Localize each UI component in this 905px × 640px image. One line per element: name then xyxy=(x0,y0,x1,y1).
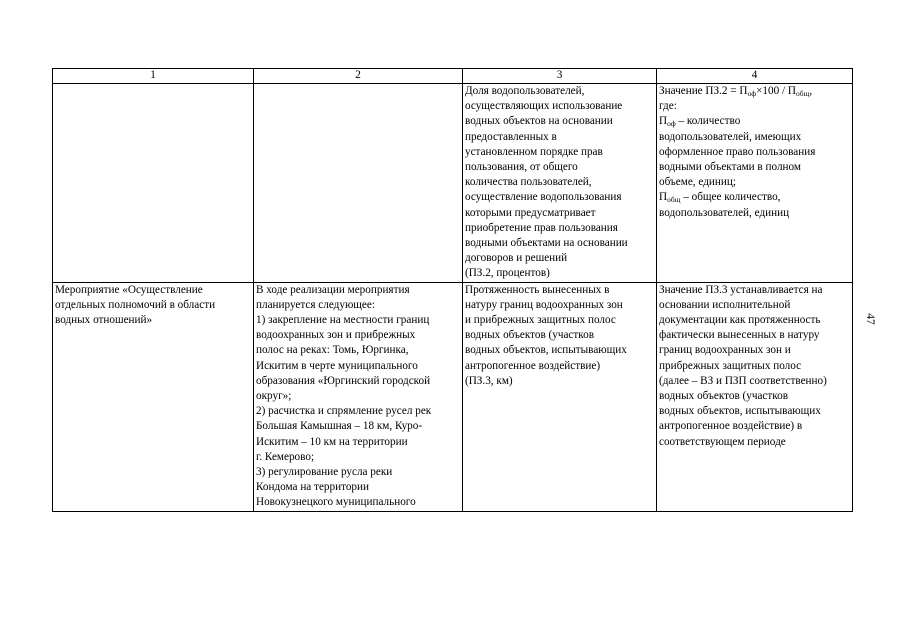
text-line: количества пользователей, xyxy=(465,176,592,189)
program-table xyxy=(52,68,853,512)
text-line: образования «Юргинский городской xyxy=(256,374,431,387)
table-row xyxy=(53,282,853,511)
text-line: границ водоохранных зон и xyxy=(659,344,791,357)
text-line: водных объектов, испытывающих xyxy=(659,405,821,418)
text-line: Доля водопользователей, xyxy=(465,85,585,97)
text-line: предоставленных в xyxy=(465,130,557,143)
text-line: объеме, единиц; xyxy=(659,176,736,189)
text-line: прибрежных защитных полос xyxy=(659,359,802,372)
text-line: планируется следующее: xyxy=(256,298,375,311)
formula-pz2: Значение $ПЗ.2 = П_{оф}\times 100 / П_{общ}$, xyxy=(659,85,813,98)
text-line: Новокузнецкого муниципального xyxy=(256,496,416,509)
text-line: Мероприятие «Осуществление xyxy=(55,283,203,296)
text-line: Кондома на территории xyxy=(256,481,370,494)
text-line: оформленное право пользования xyxy=(659,145,816,158)
text-line: основании исполнительной xyxy=(659,298,791,311)
row2-col2-cell xyxy=(254,282,463,511)
text-line: водных объектов (участков xyxy=(659,390,789,403)
text-line: 1) закрепление на местности границ xyxy=(256,314,430,327)
text-line: (ПЗ.2, процентов) xyxy=(465,267,550,280)
text-line: водных объектов, испытывающих xyxy=(465,344,627,357)
column-header-3: 3 xyxy=(463,69,657,84)
text-line: Искитим в черте муниципального xyxy=(256,359,418,372)
pof-definition: $П_{оф}$ – количество xyxy=(659,115,741,129)
text-line: соответствующем периоде xyxy=(659,435,786,448)
row2-col3-cell xyxy=(463,282,657,511)
pof-definition-rest xyxy=(659,130,850,191)
row1-col1-cell xyxy=(53,84,254,283)
text-line: водопользователей, единиц xyxy=(659,206,790,219)
text-line: В ходе реализации мероприятия xyxy=(256,283,410,296)
pobsh-definition-rest xyxy=(659,206,850,221)
pobsh-definition: $П_{общ}$ – общее количество, xyxy=(659,191,781,205)
where-label: где: xyxy=(659,100,677,113)
text-line: г. Кемерово; xyxy=(256,450,315,463)
text-line: Значение ПЗ.3 устанавливается на xyxy=(659,283,823,296)
text-line: водных отношений» xyxy=(55,314,153,327)
text-line: антропогенное воздействие) в xyxy=(659,420,803,433)
row1-col4-cell xyxy=(657,84,853,283)
text-line: Большая Камышная – 18 км, Куро- xyxy=(256,420,423,433)
text-line: документации как протяженность xyxy=(659,314,821,327)
text-line: натуру границ водоохранных зон xyxy=(465,298,623,311)
text-line: которыми предусматривает xyxy=(465,206,596,219)
text-line: приобретение прав пользования xyxy=(465,221,618,234)
table-header-row xyxy=(53,69,853,84)
text-line: отдельных полномочий в области xyxy=(55,298,216,311)
column-header-1: 1 xyxy=(53,69,254,84)
row2-col4-cell xyxy=(657,282,853,511)
column-header-4: 4 xyxy=(657,69,853,84)
row2-col1-cell xyxy=(53,282,254,511)
text-line: пользования, от общего xyxy=(465,161,578,174)
row1-col3-cell xyxy=(463,84,657,283)
text-line: водоохранных зон и прибрежных xyxy=(256,329,416,342)
text-line: (далее – ВЗ и ПЗП соответственно) xyxy=(659,374,827,387)
text-line: округ»; xyxy=(256,390,292,403)
text-line: договоров и решений xyxy=(465,252,568,265)
text-line: Протяженность вынесенных в xyxy=(465,283,610,296)
text-line: водными объектами на основании xyxy=(465,237,628,250)
text-line: антропогенное воздействие) xyxy=(465,359,601,372)
text-line: водных объектов на основании xyxy=(465,115,613,128)
text-line: Искитим – 10 км на территории xyxy=(256,435,408,448)
text-line: водных объектов (участков xyxy=(465,329,595,342)
text-line: и прибрежных защитных полос xyxy=(465,314,616,327)
text-line: (ПЗ.3, км) xyxy=(465,374,513,387)
text-line: водопользователей, имеющих xyxy=(659,130,802,143)
page-number: 47 xyxy=(863,313,876,325)
text-line: полос на реках: Томь, Юргинка, xyxy=(256,344,409,357)
row1-col2-cell xyxy=(254,84,463,283)
text-line: 3) регулирование русла реки xyxy=(256,466,393,479)
text-line: 2) расчистка и спрямление русел рек xyxy=(256,405,432,418)
text-line: установленном порядке прав xyxy=(465,145,603,158)
text-line: фактически вынесенных в натуру xyxy=(659,329,820,342)
text-line: осуществляющих использование xyxy=(465,100,623,113)
column-header-2: 2 xyxy=(254,69,463,84)
text-line: водными объектами в полном xyxy=(659,161,801,174)
table-row xyxy=(53,84,853,283)
text-line: осуществление водопользования xyxy=(465,191,622,204)
